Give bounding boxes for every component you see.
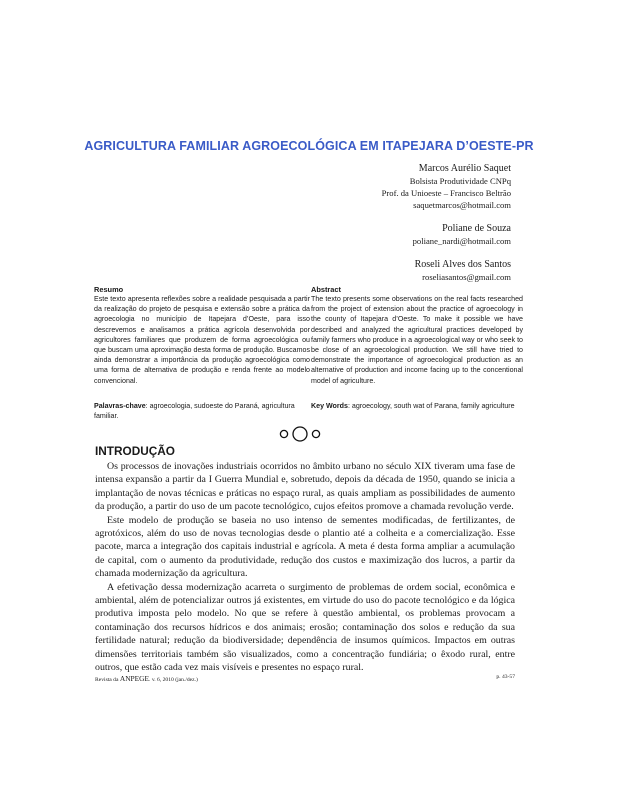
- journal-footer: [95, 674, 198, 683]
- author-list: [382, 163, 511, 295]
- resumo-section: [94, 285, 310, 386]
- key-words-label: Key Words: [311, 402, 348, 410]
- body-text: [95, 460, 515, 675]
- footer-suffix: . v. 6, 2010 (jan./dez.): [149, 677, 198, 683]
- footer-prefix: Revista da: [95, 677, 120, 683]
- resumo-heading: Resumo: [94, 285, 124, 294]
- paragraph: A efetivação dessa modernização acarreta o surgimento de problemas de ordem social, econômica e ambiental, além de potencializar outros já existentes, em virtude do uso do pacote tecnológico e da lógica produtiva imposta pelo modelo. No que se refere à questão ambiental, os problemas provocam a contaminação dos recursos hídricos e dos animais; erosão; contaminação dos solos e redução da sua fertilidade natural; redução da biodiversidade; dependência de insumos químicos. Impactos em outras dimensões territoriais também são visualizados, como a concentração fundiária; o êxodo rural, entre outros, que estão cada vez mais visíveis e presentes no espaço rural.: [95, 581, 515, 674]
- article-title: AGRICULTURA FAMILIAR AGROECOLÓGICA EM ITAPEJARA D’OESTE-PR: [84, 139, 534, 153]
- footer-journal: ANPEGE: [119, 674, 150, 683]
- paragraph: Os processos de inovações industriais ocorridos no âmbito urbano no século XIX tiveram uma fase de intensa expansão a partir da I Guerra Mundial e, sobretudo, depois da década de 1950, quando se inicia a implantação de novas técnicas e práticas no espaço rural, as quais ampliam as possibilidades de aumento da produção, a partir do uso de um pacote tecnológico, cujos efeitos promove a chamada revolução verde.: [95, 461, 515, 513]
- abstract-heading: Abstract: [311, 285, 341, 294]
- author-name: Marcos Aurélio Saquet: [418, 163, 511, 174]
- author-block: [382, 223, 511, 247]
- author-name: Roseli Alves dos Santos: [414, 259, 511, 270]
- author-affiliation: Bolsista Produtividade CNPq: [409, 176, 511, 186]
- palavras-chave: [94, 401, 310, 421]
- author-affiliation: Prof. da Unioeste – Francisco Beltrão: [381, 188, 511, 198]
- circles-ornament-icon: [278, 424, 322, 444]
- author-block: [382, 163, 511, 211]
- abstract-section: [311, 285, 523, 386]
- author-email: poliane_nardi@hotmail.com: [412, 236, 511, 246]
- author-block: [382, 259, 511, 283]
- author-name: Poliane de Souza: [442, 223, 511, 234]
- key-words-text: : agroecology, south wat of Parana, family agriculture: [347, 402, 515, 410]
- abstract-text: The texto presents some observations on the real facts researched from the project of extension about the practice of agroecology in the county of Itapejara d’Oeste. To make it possible we have described and analyzed the agricultural practices developed by family farmers who produce in a agroecological way or who seek to be close of an agroecological production. We still have tried to demonstrate the importance of agroecological production as an alternative of production and income facing up to the concentional model of agriculture.: [311, 295, 523, 385]
- author-email: roseliasantos@gmail.com: [422, 272, 511, 282]
- palavras-chave-label: Palavras-chave: [94, 402, 146, 410]
- section-heading: INTRODUÇÃO: [95, 444, 175, 458]
- page-range: p. 43-57: [496, 674, 515, 680]
- resumo-text: Este texto apresenta reflexões sobre a realidade pesquisada a partir da realização do projeto de pesquisa e extensão sobre a prática da agroecologia no município de Itapejara d’Oeste, para isso descrevemos e analisamos a prática agrícola desenvolvida por agricultores familiares que produzem de forma agroecológica ou que buscam uma aproximação desta forma de produção. Buscamos ainda demonstrar a importância da produção agroecológica como uma forma de alternativa de produção e renda frente ao modelo convencional.: [94, 295, 310, 385]
- author-email: saquetmarcos@hotmail.com: [413, 200, 511, 210]
- key-words: [311, 401, 523, 411]
- palavras-chave-text: : agroecologia, sudoeste do Paraná, agricultura familiar.: [94, 402, 295, 420]
- paragraph: Este modelo de produção se baseia no uso intenso de sementes modificadas, de fertilizantes, de agrotóxicos, além do uso de novas tecnologias desde o plantio até a colheita e a comercialização. Esse pacote, marca a integração dos capitais industrial e agrícola. A meta é desta forma ampliar a acumulação de capital, com o aumento da produtividade, redução dos custos e maximização dos lucros, a partir da chamada modernização da agricultura.: [95, 514, 515, 580]
